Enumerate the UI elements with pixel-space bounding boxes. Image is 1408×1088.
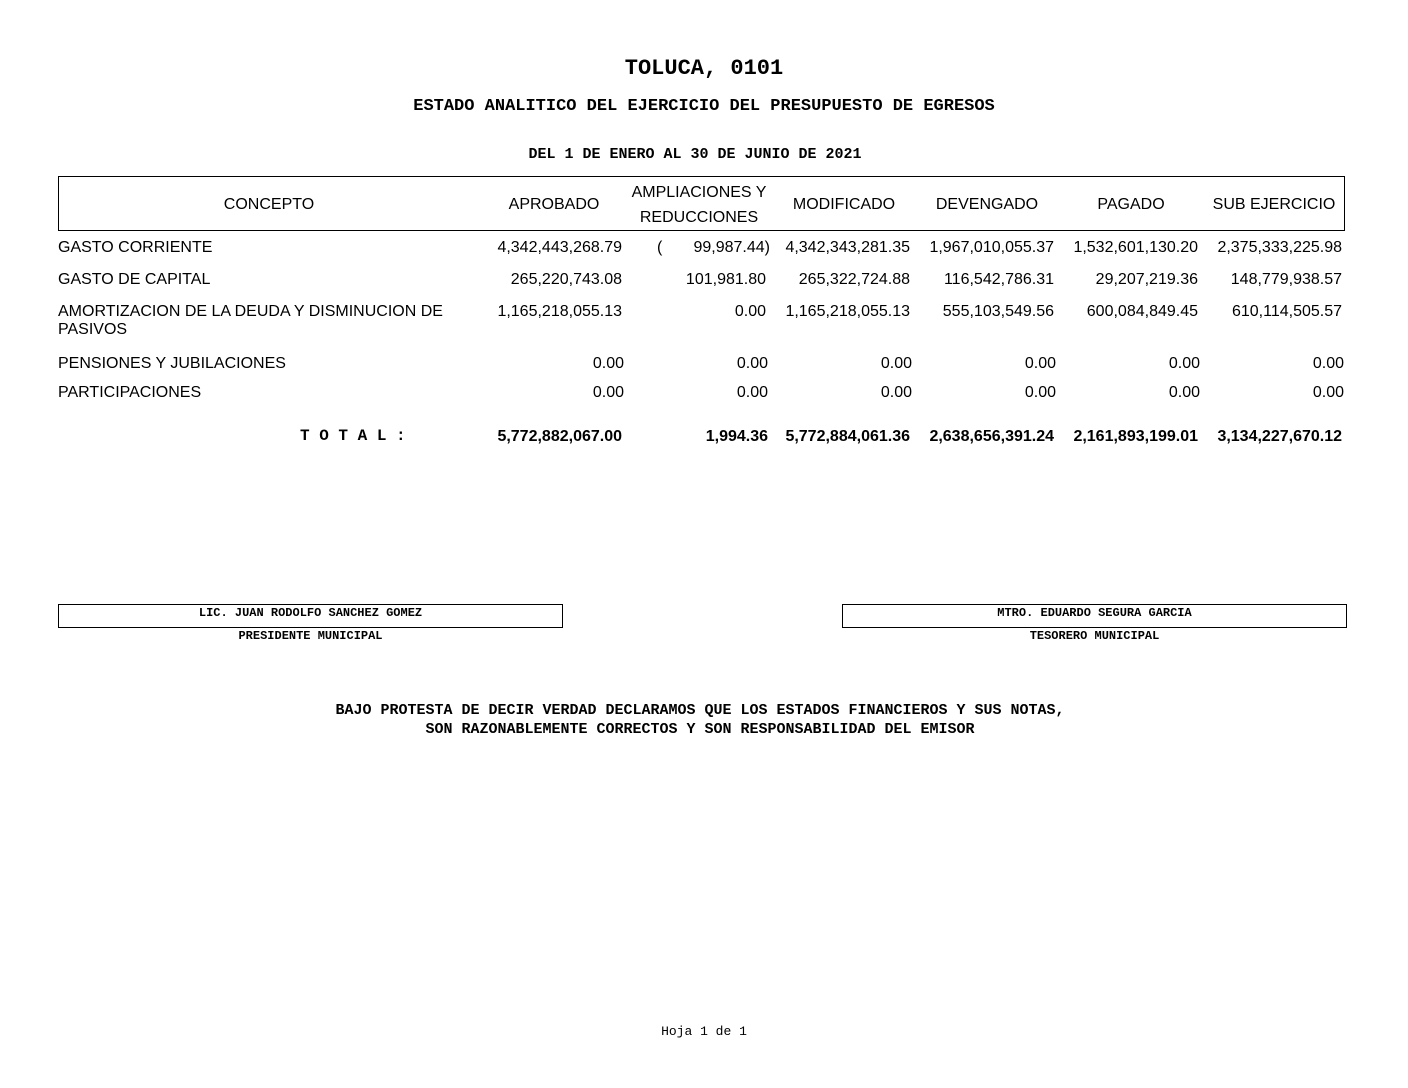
total-ampliaciones: 1,994.36 [705,428,768,445]
cell-modificado: 265,322,724.88 [798,271,910,288]
cell-aprobado: 1,165,218,055.13 [497,303,622,320]
cell-ampliaciones: 0.00 [734,303,766,320]
col-header-devengado: DEVENGADO [935,196,1039,213]
cell-paren: ( [657,239,663,256]
cell-modificado: 0.00 [880,384,912,401]
page-number: Hoja 1 de 1 [661,1024,747,1039]
cell-pagado: 29,207,219.36 [1095,271,1198,288]
cell-modificado: 1,165,218,055.13 [785,303,910,320]
cell-subejercicio: 0.00 [1312,384,1344,401]
report-title: TOLUCA, 0101 [624,56,784,81]
declaration-text [0,701,1400,739]
cell-ampliaciones: 0.00 [736,355,768,372]
col-header-ampliaciones [624,177,774,232]
cell-devengado: 555,103,549.56 [942,303,1054,320]
cell-devengado: 116,542,786.31 [943,271,1054,288]
row-concepto: PARTICIPACIONES [58,384,202,401]
cell-ampliaciones: 0.00 [736,384,768,401]
row-concepto: PENSIONES Y JUBILACIONES [58,355,286,372]
cell-modificado: 0.00 [880,355,912,372]
row-concepto: GASTO DE CAPITAL [58,271,211,288]
signature-role-tesorero: TESORERO MUNICIPAL [1029,629,1160,643]
table-header [58,176,1345,231]
cell-aprobado: 4,342,443,268.79 [497,239,622,256]
declaration-line1: BAJO PROTESTA DE DECIR VERDAD DECLARAMOS QUE LOS ESTADOS FINANCIEROS Y SUS NOTAS, [335,702,1065,719]
total-aprobado: 5,772,882,067.00 [497,428,622,445]
col-header-pagado: PAGADO [1097,196,1165,213]
cell-subejercicio: 148,779,938.57 [1230,271,1342,288]
cell-devengado: 0.00 [1024,355,1056,372]
signature-name-tesorero: MTRO. EDUARDO SEGURA GARCIA [842,604,1347,628]
total-pagado: 2,161,893,199.01 [1073,428,1198,445]
total-subejercicio: 3,134,227,670.12 [1217,428,1342,445]
signature-role-presidente: PRESIDENTE MUNICIPAL [238,629,383,643]
cell-pagado: 0.00 [1168,384,1200,401]
total-modificado: 5,772,884,061.36 [785,428,910,445]
cell-pagado: 0.00 [1168,355,1200,372]
cell-modificado: 4,342,343,281.35 [785,239,910,256]
total-label: T O T A L : [300,427,406,445]
row-concepto: GASTO CORRIENTE [58,239,213,256]
row-concepto: AMORTIZACION DE LA DEUDA Y DISMINUCION DE [58,303,443,320]
declaration-line2: SON RAZONABLEMENTE CORRECTOS Y SON RESPONSABILIDAD DEL EMISOR [425,721,975,738]
cell-subejercicio: 2,375,333,225.98 [1217,239,1342,256]
cell-aprobado: 0.00 [592,355,624,372]
col-header-aprobado: APROBADO [508,196,600,213]
cell-subejercicio: 610,114,505.57 [1231,303,1342,320]
cell-ampliaciones: 101,981.80 [685,271,766,288]
cell-pagado: 600,084,849.45 [1086,303,1198,320]
col-header-concepto: CONCEPTO [223,196,315,213]
row-concepto-line2: PASIVOS [58,321,128,338]
signature-name-presidente: LIC. JUAN RODOLFO SANCHEZ GOMEZ [58,604,563,628]
total-devengado: 2,638,656,391.24 [929,428,1054,445]
col-header-ampliaciones-line1: AMPLIACIONES Y [631,183,767,201]
report-subtitle: ESTADO ANALITICO DEL EJERCICIO DEL PRESUPUESTO DE EGRESOS [413,97,995,116]
report-period: DEL 1 DE ENERO AL 30 DE JUNIO DE 2021 [528,146,862,163]
cell-aprobado: 0.00 [592,384,624,401]
col-header-ampliaciones-line2: REDUCCIONES [639,208,759,226]
cell-subejercicio: 0.00 [1312,355,1344,372]
cell-devengado: 1,967,010,055.37 [929,239,1054,256]
cell-ampliaciones: 99,987.44) [693,239,770,256]
cell-devengado: 0.00 [1024,384,1056,401]
cell-aprobado: 265,220,743.08 [510,271,622,288]
col-header-subejercicio: SUB EJERCICIO [1212,196,1336,213]
cell-pagado: 1,532,601,130.20 [1073,239,1198,256]
col-header-modificado: MODIFICADO [792,196,896,213]
